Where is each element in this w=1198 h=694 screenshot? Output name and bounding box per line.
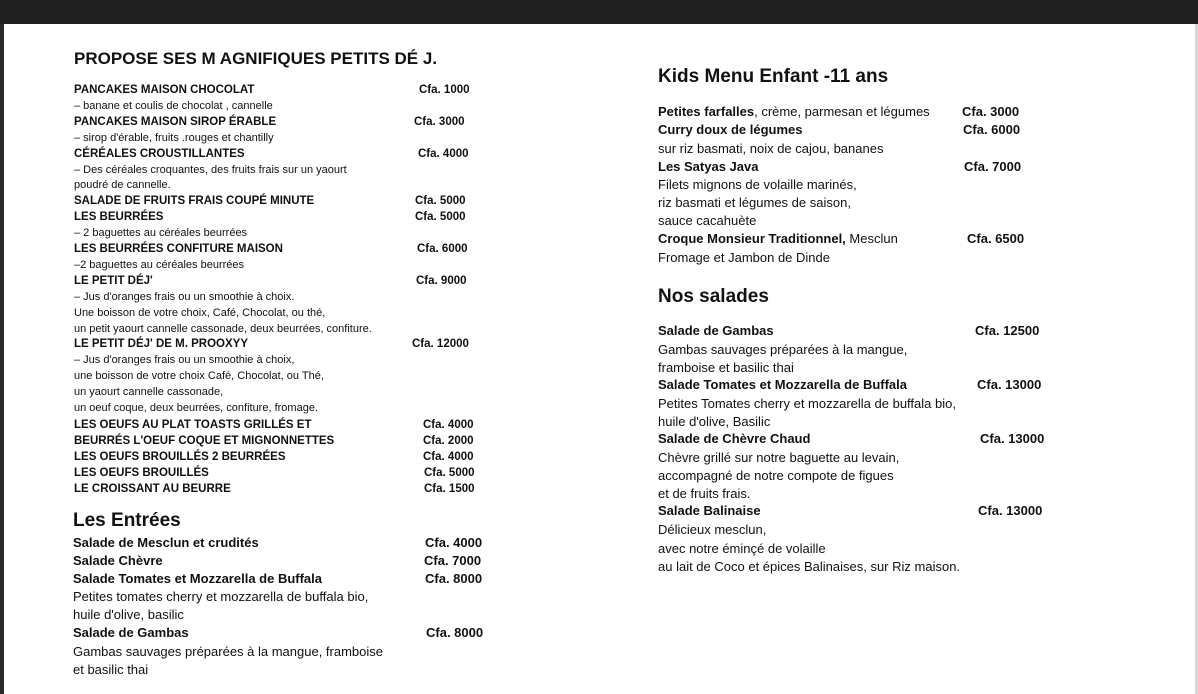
salad-item-name: [658, 431, 810, 446]
breakfast-item-name: LES BEURRÉES: [74, 211, 164, 224]
breakfast-item-name: LES OEUFS AU PLAT TOASTS GRILLÉS ET: [74, 418, 312, 431]
kids-item-text: Fromage et Jambon de Dinde: [658, 250, 830, 265]
salad-item-price: Cfa. 13000: [978, 503, 1043, 518]
breakfast-item-price: Cfa. 5000: [415, 195, 466, 208]
entree-item-description: et basilic thai: [73, 662, 149, 677]
kids-menu-title: Kids Menu Enfant -11 ans: [658, 66, 889, 87]
breakfast-item-name: LE PETIT DÉJ' DE M. PROOXYY: [74, 338, 248, 351]
entree-item-price: Cfa. 4000: [425, 535, 483, 550]
kids-item-name-text: Croque Monsieur Traditionnel,: [658, 231, 846, 246]
breakfast-item-price: Cfa. 6000: [417, 243, 468, 255]
salad-item-description: [658, 360, 794, 375]
breakfast-item-name: LES OEUFS BROUILLÉS 2 BEURRÉES: [74, 450, 286, 463]
breakfast-item-name: PANCAKES MAISON CHOCOLAT: [74, 84, 255, 96]
breakfast-item-description: –2 baguettes au céréales beurrées: [74, 258, 245, 271]
kids-item-name-text: Curry doux de légumes: [658, 122, 803, 137]
kids-item-text: , crème, parmesan et légumes: [754, 104, 930, 119]
kids-item-name-text: Les Satyas Java: [658, 159, 759, 174]
entree-item-name: Salade de Gambas: [73, 625, 189, 640]
entree-item-name: Salade Chèvre: [73, 553, 163, 568]
kids-item-name: [658, 104, 930, 119]
kids-item-description: [658, 141, 883, 156]
breakfast-title: PROPOSE SES M AGNIFIQUES PETITS DÉ J.: [74, 49, 438, 68]
breakfast-item-price: Cfa. 3000: [414, 115, 465, 128]
salad-item-description: [658, 342, 907, 357]
entree-item-description: huile d'olive, basilic: [73, 607, 184, 622]
kids-item-name-text: Petites farfalles: [658, 104, 755, 119]
breakfast-item-price: Cfa. 12000: [412, 338, 469, 351]
salad-item-price: Cfa. 13000: [980, 431, 1045, 446]
kids-item-text: riz basmati et légumes de saison,: [658, 195, 851, 210]
salad-item-text: avec notre éminçé de volaille: [658, 541, 826, 556]
salad-item-name: [658, 377, 907, 392]
salad-item-text: framboise et basilic thai: [658, 360, 794, 375]
kids-item-text: sauce cacahuète: [658, 213, 757, 228]
kids-item-description: [658, 177, 857, 192]
kids-item-price: Cfa. 7000: [964, 159, 1022, 174]
breakfast-item-price: Cfa. 4000: [418, 147, 469, 160]
breakfast-item-description: – Jus d'oranges frais ou un smoothie à choix.: [74, 290, 295, 303]
breakfast-item-description: une boisson de votre choix Café, Chocolat, ou Thé,: [74, 370, 324, 383]
salad-item-text: Délicieux mesclun,: [658, 522, 767, 537]
breakfast-item-price: Cfa. 1000: [419, 84, 470, 96]
salad-item-text: accompagné de notre compote de figues: [658, 468, 894, 483]
kids-item-description: [658, 213, 756, 228]
breakfast-item-price: Cfa. 9000: [416, 274, 467, 287]
salad-item-text: et de fruits frais.: [658, 486, 751, 501]
breakfast-item-price: Cfa. 4000: [423, 418, 474, 431]
breakfast-item-description: – sirop d'érable, fruits .rouges et chantilly: [74, 131, 274, 144]
salad-item-description: [658, 541, 826, 556]
breakfast-item-name: SALADE DE FRUITS FRAIS COUPÉ MINUTE: [74, 195, 315, 208]
salad-item-price: Cfa. 13000: [977, 377, 1042, 392]
salad-item-name-text: Salade Balinaise: [658, 503, 761, 518]
breakfast-item-name: LE PETIT DÉJ': [74, 274, 153, 287]
salad-item-name-text: Salade Tomates et Mozzarella de Buffala: [658, 377, 907, 392]
entree-item-price: Cfa. 7000: [424, 553, 482, 568]
kids-item-text: sur riz basmati, noix de cajou, bananes: [658, 141, 884, 156]
kids-item-price: Cfa. 6000: [963, 122, 1021, 137]
salad-item-description: [658, 559, 960, 574]
kids-item-description: [658, 195, 851, 210]
breakfast-item-name: PANCAKES MAISON SIROP ÉRABLE: [74, 115, 277, 128]
breakfast-item-description: Une boisson de votre choix, Café, Chocolat, ou thé,: [74, 306, 326, 319]
breakfast-item-name: LES BEURRÉES CONFITURE MAISON: [74, 243, 283, 255]
kids-item-name: [658, 231, 898, 246]
salad-item-text: huile d'olive, Basilic: [658, 414, 771, 429]
breakfast-item-name: CÉRÉALES CROUSTILLANTES: [74, 147, 245, 160]
salad-item-text: Petites Tomates cherry et mozzarella de buffala bio,: [658, 396, 956, 411]
breakfast-item-name: LE CROISSANT AU BEURRE: [74, 482, 231, 495]
kids-item-description: [658, 250, 830, 265]
salad-item-description: [658, 396, 956, 411]
kids-item-name: [658, 122, 802, 137]
entree-item-description: Gambas sauvages préparées à la mangue, framboise: [73, 644, 384, 659]
breakfast-item-description: poudré de cannelle.: [74, 179, 171, 192]
breakfast-item-name: BEURRÉS L'OEUF COQUE ET MIGNONNETTES: [74, 434, 335, 447]
kids-item-name: [658, 159, 758, 174]
kids-item-text: Mesclun: [845, 231, 898, 246]
salad-item-name: [658, 503, 761, 518]
breakfast-item-description: – Des céréales croquantes, des fruits frais sur un yaourt: [74, 163, 347, 176]
breakfast-item-price: Cfa. 2000: [423, 434, 474, 447]
breakfast-item-price: Cfa. 5000: [415, 211, 466, 224]
entree-item-price: Cfa. 8000: [426, 625, 484, 640]
kids-item-price: Cfa. 6500: [967, 231, 1025, 246]
entree-item-description: Petites tomates cherry et mozzarella de buffala bio,: [73, 589, 369, 604]
salad-item-name: [658, 323, 774, 338]
window-top-bar: [0, 0, 1198, 24]
kids-item-text: Filets mignons de volaille marinés,: [658, 177, 857, 192]
breakfast-item-description: – banane et coulis de chocolat , cannelle: [74, 99, 273, 112]
kids-item-price: Cfa. 3000: [962, 104, 1020, 119]
salad-item-description: [658, 486, 750, 501]
breakfast-item-description: un yaourt cannelle cassonade,: [74, 386, 224, 399]
breakfast-item-description: – Jus d'oranges frais ou un smoothie à choix,: [74, 354, 295, 367]
salad-item-name-text: Salade de Chèvre Chaud: [658, 431, 811, 446]
breakfast-item-price: Cfa. 5000: [424, 466, 475, 479]
salad-item-description: [658, 450, 899, 465]
breakfast-item-price: Cfa. 4000: [423, 450, 474, 463]
entrees-title: Les Entrées: [73, 510, 181, 531]
breakfast-item-description: un oeuf coque, deux beurrées, confiture, fromage.: [74, 402, 318, 414]
breakfast-item-description: un petit yaourt cannelle cassonade, deux beurrées, confiture.: [74, 322, 372, 335]
salad-item-price: Cfa. 12500: [975, 323, 1040, 338]
page-left-edge: [0, 24, 4, 694]
entree-item-name: Salade de Mesclun et crudités: [73, 535, 259, 550]
salad-item-text: au lait de Coco et épices Balinaises, sur Riz maison.: [658, 559, 961, 574]
breakfast-item-name: LES OEUFS BROUILLÉS: [74, 466, 209, 479]
breakfast-item-description: – 2 baguettes au céréales beurrées: [74, 227, 248, 240]
salad-item-description: [658, 414, 770, 429]
salad-item-text: Chèvre grillé sur notre baguette au levain,: [658, 450, 900, 465]
salad-item-text: Gambas sauvages préparées à la mangue,: [658, 342, 908, 357]
salad-item-description: [658, 522, 766, 537]
breakfast-item-price: Cfa. 1500: [424, 482, 475, 495]
entree-item-name: Salade Tomates et Mozzarella de Buffala: [73, 571, 322, 586]
salads-title: Nos salades: [658, 286, 769, 307]
salad-item-description: [658, 468, 894, 483]
salad-item-name-text: Salade de Gambas: [658, 323, 774, 338]
entree-item-price: Cfa. 8000: [425, 571, 483, 586]
